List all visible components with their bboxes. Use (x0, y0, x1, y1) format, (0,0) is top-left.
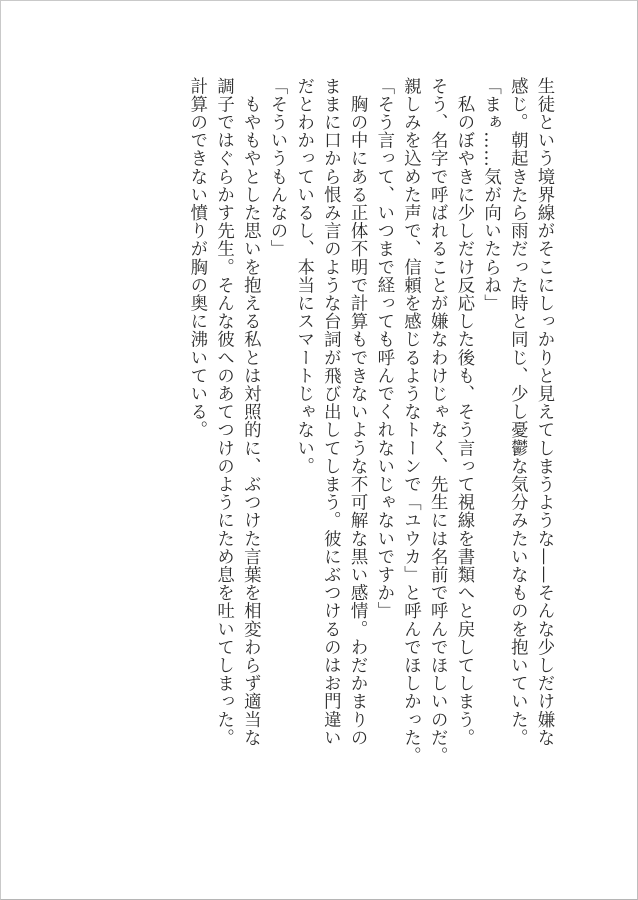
text-line: 胸の中にある正体不明で計算もできないような不可解な黒い感情。わだかまりの (347, 77, 368, 747)
text-line: 調子ではぐらかす先生。そんな彼へのあてつけのようにため息を吐いてしまった。 (213, 77, 234, 747)
text-line: 「そういうもんなの」 (266, 77, 287, 258)
text-line: 「そう言って、いつまで経っても呼んでくれないじゃないですか」 (373, 77, 394, 620)
text-line: 感じ。朝起きたら雨だった時と同じ、少し憂鬱な気分みたいなものを抱いていた。 (507, 77, 528, 747)
text-line: そう、名字で呼ばれることが嫌なわけじゃなく、先生には名前で呼んでほしいのだ。 (427, 77, 448, 765)
text-line: 私のぼやきに少しだけ反応した後も、そう言って視線を書類へと戻してしまう。 (453, 77, 474, 747)
text-line: 生徒という境界線がそこにしっかりと見えてしまうような——そんな少しだけ嫌な (534, 77, 554, 747)
text-line: ままに口から恨み言のような台詞が飛び出してしまう。彼にぶつけるのはお門違い (320, 77, 341, 747)
text-line: もやもやとした思いを抱える私とは対照的に、ぶつけた言葉を相変わらず適当な (240, 77, 261, 747)
text-line: 計算のできない憤りが胸の奥に沸いている。 (186, 77, 207, 439)
vertical-text-body (183, 77, 557, 837)
text-line: 親しみを込めた声で、信頼を感じるようなトーンで「ユウカ」と呼んでほしかった。 (400, 77, 421, 765)
text-line: 「まぁ……気が向いたらね」 (480, 77, 501, 313)
text-line: だとわかっているし、本当にスマートじゃない。 (293, 77, 314, 476)
